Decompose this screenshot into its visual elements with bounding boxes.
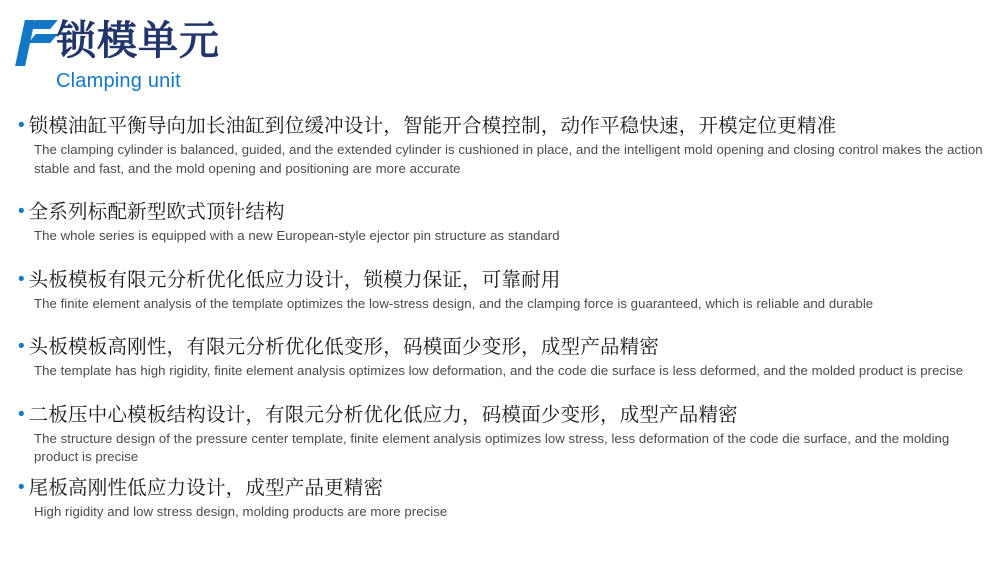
feature-text-en: High rigidity and low stress design, molding products are more precise: [34, 503, 448, 519]
bullet-icon: •: [18, 403, 25, 425]
feature-text-zh: 全系列标配新型欧式顶针结构: [28, 200, 285, 223]
header-title-row: [18, 18, 438, 66]
feature-text-en: The structure design of the pressure center template, finite element analysis optimizes low stress, less deformation of the code die surface, and the molding product is precise: [34, 430, 950, 464]
feature-text-en: The whole series is equipped with a new European-style ejector pin structure as standard: [34, 228, 560, 243]
page-title-en: Clamping unit: [56, 70, 181, 92]
bullet-icon: •: [18, 476, 25, 498]
feature-list: [18, 112, 986, 530]
list-item: [18, 112, 986, 178]
bullet-icon: •: [18, 268, 25, 290]
feature-text-en: The template has high rigidity, finite element analysis optimizes low deformation, and the code die surface is less deformed, and the molded product is precise: [34, 363, 964, 378]
feature-text-zh: 二板压中心模板结构设计，有限元分析优化低应力，码模面少变形，成型产品精密: [28, 402, 738, 426]
feature-text-zh: 头板模板有限元分析优化低应力设计，锁模力保证，可靠耐用: [28, 267, 561, 291]
list-item: [18, 474, 986, 522]
page-header: [18, 18, 438, 93]
feature-heading-row: [18, 198, 986, 225]
list-item: [18, 333, 986, 381]
bullet-icon: •: [18, 336, 25, 357]
feature-text-en: The clamping cylinder is balanced, guided, and the extended cylinder is cushioned in place, and the intelligent mold opening and closing control makes the action stable and fast, and the mold opening and positioning are more accurate: [34, 142, 983, 176]
list-item: [18, 266, 986, 314]
bullet-icon: •: [18, 201, 25, 222]
feature-text-zh: 锁模油缸平衡导向加长油缸到位缓冲设计，智能开合模控制，动作平稳快速，开模定位更精准: [28, 114, 837, 137]
feature-heading-row: [18, 401, 986, 428]
feature-heading-row: [18, 474, 986, 501]
feature-text-zh: 头板模板高刚性，有限元分析优化低变形，码模面少变形，成型产品精密: [28, 335, 660, 358]
feature-heading-row: [18, 333, 986, 360]
bullet-icon: •: [18, 115, 25, 136]
feature-text-en: The finite element analysis of the template optimizes the low-stress design, and the clamping force is guaranteed, which is reliable and durable: [34, 295, 874, 311]
list-item: [18, 198, 986, 246]
list-item: [18, 401, 986, 467]
feature-heading-row: [18, 266, 986, 293]
feature-text-zh: 尾板高刚性低应力设计，成型产品更精密: [28, 475, 384, 499]
clamping-unit-logo-icon: [18, 20, 54, 66]
page-title-zh: 锁模单元: [56, 18, 220, 64]
feature-heading-row: [18, 112, 986, 139]
